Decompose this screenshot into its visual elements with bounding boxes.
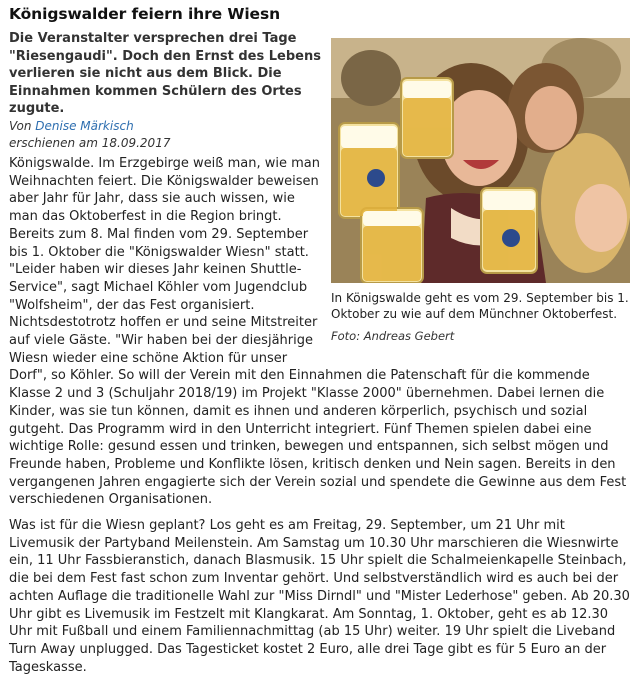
byline — [9, 118, 319, 152]
article-headline: Königswalder feiern ihre Wiesn — [9, 5, 281, 23]
publish-date: erschienen am 18.09.2017 — [9, 136, 171, 150]
article-teaser: Die Veranstalter versprechen drei Tage "Riesengaudi". Doch den Ernst des Lebens verlieren sie nicht aus dem Blick. Die Einnahmen kommen Schülern des Ortes zugute. — [9, 31, 321, 117]
photo-credit: Foto: Andreas Gebert — [331, 329, 455, 343]
article-body — [9, 155, 631, 684]
photo-caption: In Königswalde geht es vom 29. September bis 1. Oktober zu wie auf dem Münchner Oktoberfest. — [331, 291, 629, 321]
figure-wrap-spacer — [325, 155, 631, 365]
byline-prefix: Von — [9, 119, 32, 133]
paragraph-1: Königswalde. Im Erzgebirge weiß man, wie man Weihnachten feiert. Die Königswalder beweisen aber Jahr für Jahr, dass sie auch wissen, wie man das Oktoberfest in die Region bringt. Bereits zum 8. Mal finden vom 29. September bis 1. Oktober die "Königswalder Wiesn" statt. "Leider haben wir dieses Jahr keinen Shuttle-Service", sagt Michael Köhler vom Jugendclub "Wolfsheim", der das Fest organisiert. Nichtsdestotrotz hoffen er und seine Mitstreiter auf viele Gäste. "Wir haben bei der diesjährige Wiesn wieder eine schöne Aktion für unser Dorf", so Köhler. So will der Verein mit den Einnahmen die Patenschaft für die kommende Klasse 2 und 3 (Schuljahr 2018/19) im Projekt "Klasse 2000" übernehmen. Dabei lernen die Kinder, was sie tun können, damit es ihnen und anderen körperlich, psychisch und sozial gutgeht. Das Programm wird in den Unterricht integriert. Fünf Themen spielen dabei eine wichtige Rolle: gesund essen und trinken, bewegen und entspannen, sich selbst mögen und Freunde haben, Probleme und Konflikte lösen, kritisch denken und Nein sagen. Bereits in den vergangenen Jahren engagierte sich der Verein sozial und spendete die Gewinne aus dem Fest verschiedenen Organisationen. — [9, 156, 627, 508]
paragraph-2: Was ist für die Wiesn geplant? Los geht es am Freitag, 29. September, um 21 Uhr mit Livemusik der Partyband Meilenstein. Am Samstag um 10.30 Uhr marschieren die Wiesnwirte ein, 11 Uhr Fassbieranstich, danach Blasmusik. 15 Uhr spielt die Schalmeienkapelle Steinbach, die bei dem Fest fast schon zum Inventar gehört. Und selbstverständlich wird es auch bei der achten Auflage die traditionelle Wahl zur "Miss Dirndl" und "Mister Lederhose" geben. Ab 20.30 Uhr gibt es Livemusik im Festzelt mit Klangkarat. Am Sonntag, 1. Oktober, geht es ab 12.30 Uhr mit Fußball und einem Familiennachmittag (ab 15 Uhr) weiter. 19 Uhr spielt die Liveband Turn Away unplugged. Das Tagesticket kostet 2 Euro, alle drei Tage gibt es für 5 Euro an der Tageskasse. — [9, 518, 630, 675]
author-link[interactable]: Denise Märkisch — [35, 119, 134, 133]
